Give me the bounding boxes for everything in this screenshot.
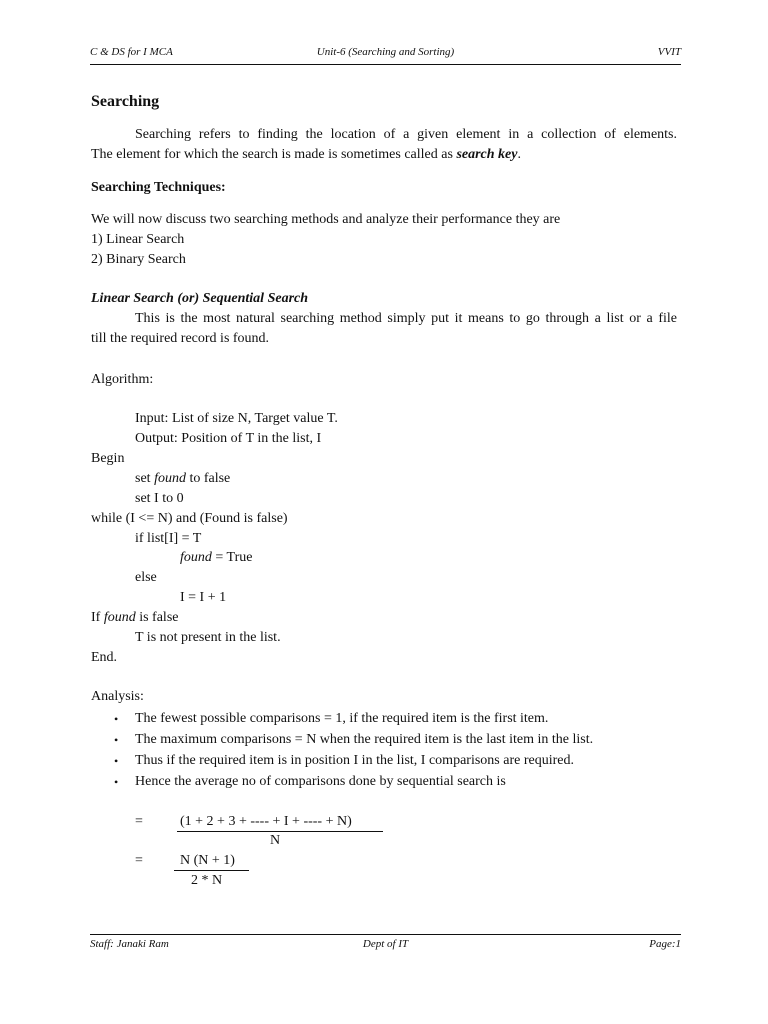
header-institution: VVIT xyxy=(657,46,681,58)
equals-sign-1: = xyxy=(135,814,143,829)
analysis-item: The fewest possible comparisons = 1, if the required item is the first item. xyxy=(135,711,549,726)
footer-staff: Staff: Janaki Ram xyxy=(90,938,169,950)
header-unit: Unit-6 (Searching and Sorting) xyxy=(316,46,455,58)
bullet-marker: • xyxy=(114,775,119,789)
footer-page-number: Page:1 xyxy=(649,938,681,950)
technique-item-binary: 2) Binary Search xyxy=(91,252,186,267)
algo-found-true: found = True xyxy=(180,550,253,565)
section-title: Searching xyxy=(91,93,160,110)
algo-while: while (I <= N) and (Found is false) xyxy=(91,511,288,526)
analysis-label: Analysis: xyxy=(91,689,144,704)
techniques-text: We will now discuss two searching methods and analyze their performance they are xyxy=(91,212,561,227)
algo-begin: Begin xyxy=(91,451,125,466)
equals-sign-2: = xyxy=(135,853,143,868)
algo-else: else xyxy=(135,570,157,585)
numerator-1: (1 + 2 + 3 + ---- + I + ---- + N) xyxy=(180,814,352,829)
analysis-item: Thus if the required item is in position I in the list, I comparisons are required. xyxy=(135,753,574,768)
algo-input: Input: List of size N, Target value T. xyxy=(135,411,338,426)
header-course: C & DS for I MCA xyxy=(90,46,173,58)
techniques-heading: Searching Techniques: xyxy=(91,180,226,195)
algorithm-label: Algorithm: xyxy=(91,372,154,387)
denominator-1: N xyxy=(270,833,281,848)
denominator-2: 2 * N xyxy=(191,873,223,888)
page-footer xyxy=(90,934,681,957)
algo-set-i: set I to 0 xyxy=(135,491,184,506)
intro-line-1: Searching refers to finding the location of a given element in a collection of elements. xyxy=(135,127,677,142)
numerator-2: N (N + 1) xyxy=(180,853,235,868)
linear-desc-1: This is the most natural searching method simply put it means to go through a list or a file xyxy=(135,311,677,326)
technique-item-linear: 1) Linear Search xyxy=(91,232,185,247)
fraction-bar-2 xyxy=(174,870,249,871)
analysis-item: The maximum comparisons = N when the required item is the last item in the list. xyxy=(135,732,594,747)
footer-dept: Dept of IT xyxy=(362,938,409,950)
algo-end: End. xyxy=(91,650,118,665)
algo-increment: I = I + 1 xyxy=(180,590,227,605)
fraction-bar-1 xyxy=(177,831,383,832)
algo-if-found-false: If found is false xyxy=(91,610,179,625)
page-header xyxy=(90,44,681,65)
search-key-term: search key xyxy=(456,147,518,162)
algo-if-list: if list[I] = T xyxy=(135,531,202,546)
linear-desc-2: till the required record is found. xyxy=(91,331,270,346)
linear-search-heading: Linear Search (or) Sequential Search xyxy=(91,291,309,306)
intro-line-2: The element for which the search is made is sometimes called as search key. xyxy=(91,147,521,162)
algo-set-found: set found to false xyxy=(135,471,231,486)
analysis-item: Hence the average no of comparisons done by sequential search is xyxy=(135,774,506,789)
bullet-marker: • xyxy=(114,754,119,768)
bullet-marker: • xyxy=(114,733,119,747)
algo-not-present: T is not present in the list. xyxy=(135,630,281,645)
algo-output: Output: Position of T in the list, I xyxy=(135,431,322,446)
bullet-marker: • xyxy=(114,712,119,726)
